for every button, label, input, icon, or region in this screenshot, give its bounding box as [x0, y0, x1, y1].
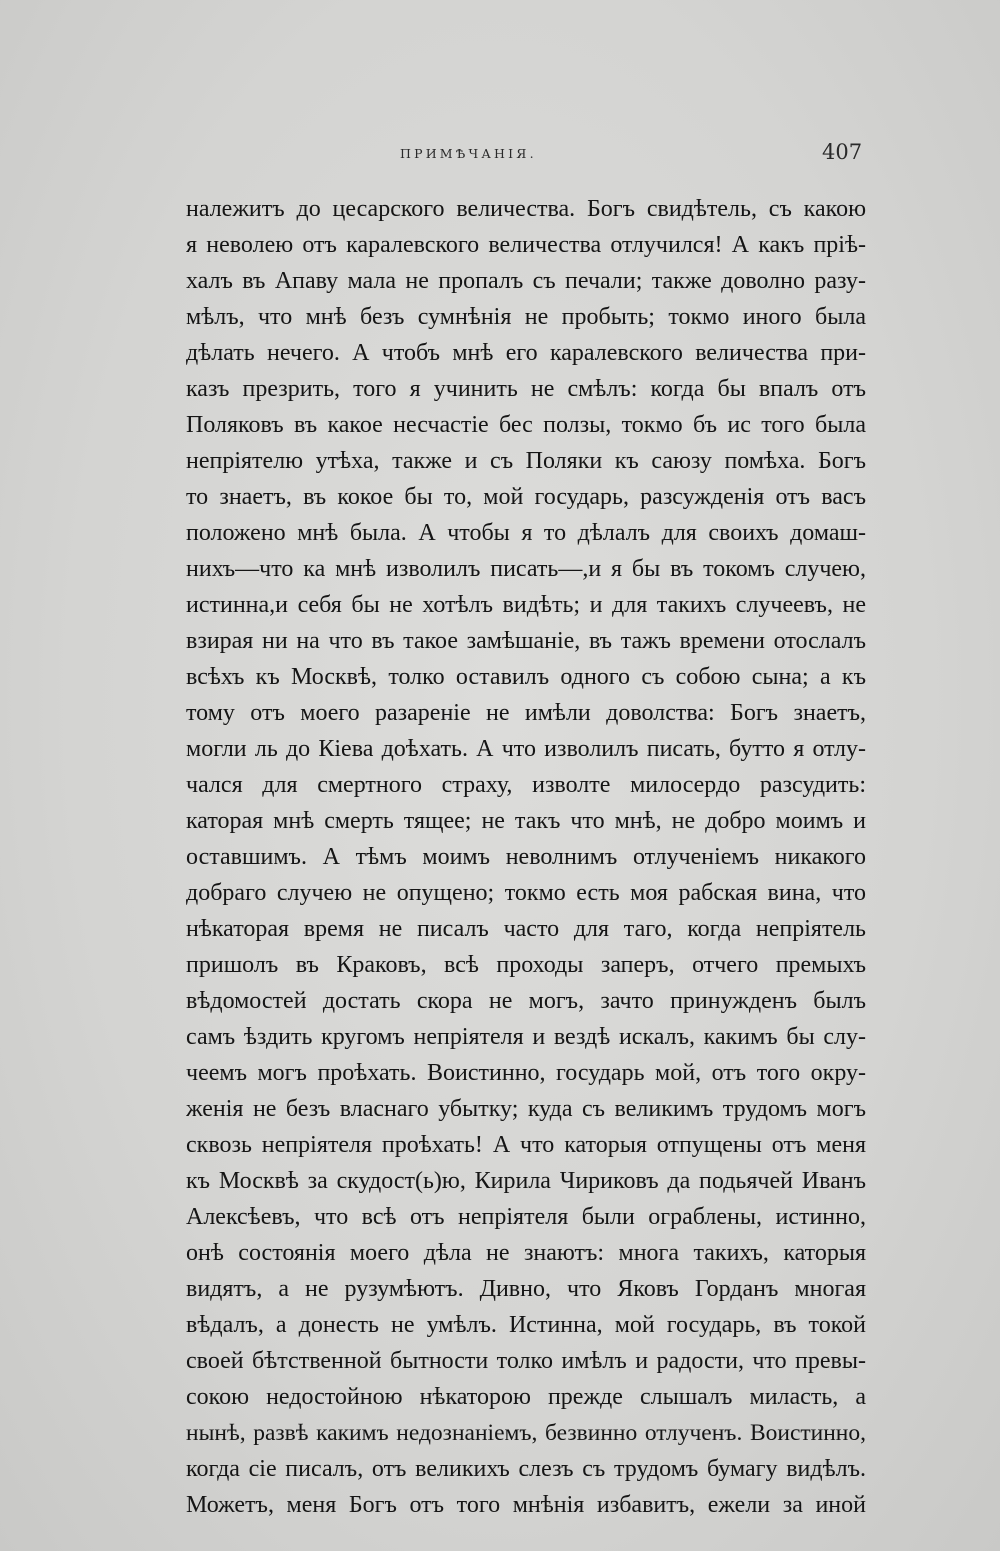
text-line: положено мнѣ была. А чтобы я то дѣлалъ для своихъ домаш- [186, 520, 866, 546]
text-line: онѣ состоянія моего дѣла не знаютъ: многа такихъ, каторыя [186, 1240, 866, 1266]
text-line: мѣлъ, что мнѣ безъ сумнѣнія не пробыть; токмо иного была [186, 304, 866, 330]
text-line: Алексѣевъ, что всѣ отъ непріятеля были ограблены, истинно, [186, 1204, 866, 1230]
text-line: истинна,и себя бы не хотѣлъ видѣть; и для такихъ случеевъ, не [186, 592, 866, 618]
text-line: Поляковъ въ какое несчастіе бес ползы, токмо бъ ис того была [186, 412, 866, 438]
text-line: всѣхъ къ Москвѣ, толко оставилъ одного съ собою сына; а къ [186, 664, 866, 690]
text-line: взирая ни на что въ такое замѣшаніе, въ тажъ времени отослалъ [186, 628, 866, 654]
text-line: женія не безъ власнаго убытку; куда съ великимъ трудомъ могъ [186, 1096, 866, 1122]
text-line: сквозь непріятеля проѣхать! А что каторыя отпущены отъ меня [186, 1132, 866, 1158]
text-line: то знаетъ, въ кокое бы то, мой государь, разсужденія отъ васъ [186, 484, 866, 510]
text-line: самъ ѣздить кругомъ непріятеля и вездѣ искалъ, какимъ бы слу- [186, 1024, 866, 1050]
text-line: вѣдалъ, а донесть не умѣлъ. Истинна, мой государь, въ токой [186, 1312, 866, 1338]
running-head [0, 140, 1000, 170]
text-line: належитъ до цесарского величества. Богъ свидѣтель, съ какою [186, 196, 866, 222]
text-line: непріятелю утѣха, также и съ Поляки къ саюзу помѣха. Богъ [186, 448, 866, 474]
text-line: халъ въ Апаву мала не пропалъ съ печали; также доволно разу- [186, 268, 866, 294]
text-line: казъ презрить, того я учинить не смѣлъ: когда бы впалъ отъ [186, 376, 866, 402]
text-line: нынѣ, развѣ какимъ недознаніемъ, безвинно отлученъ. Воистинно, [186, 1420, 866, 1446]
text-line: пришолъ въ Краковъ, всѣ проходы заперъ, отчего премыхъ [186, 952, 866, 978]
text-line: нихъ—что ка мнѣ изволилъ писать—,и я бы въ токомъ случею, [186, 556, 866, 582]
running-title: ПРИМѢЧАНІЯ. [400, 146, 537, 161]
text-line: добраго случею не опущено; токмо есть моя рабская вина, что [186, 880, 866, 906]
text-line: дѣлать нечего. А чтобъ мнѣ его каралевского величества при- [186, 340, 866, 366]
text-line: своей бѣтственной бытности толко имѣлъ и радости, что превы- [186, 1348, 866, 1374]
text-line: чеемъ могъ проѣхать. Воистинно, государь мой, отъ того окру- [186, 1060, 866, 1086]
body-text [186, 191, 866, 1523]
text-line: видятъ, а не рузумѣютъ. Дивно, что Яковъ Горданъ многая [186, 1276, 866, 1302]
text-line: тому отъ моего разареніе не имѣли доволства: Богъ знаетъ, [186, 700, 866, 726]
text-line: нѣкаторая время не писалъ часто для таго, когда непріятель [186, 916, 866, 942]
text-line: къ Москвѣ за скудост(ь)ю, Кирила Чириковъ да подьячей Иванъ [186, 1168, 866, 1194]
text-line: оставшимъ. А тѣмъ моимъ неволнимъ отлученіемъ никакого [186, 844, 866, 870]
text-line: вѣдомостей достать скора не могъ, зачто принужденъ былъ [186, 988, 866, 1014]
text-line: чался для смертного страху, изволте милосердо разсудить: [186, 772, 866, 798]
page-number: 407 [822, 140, 863, 164]
text-line: Можетъ, меня Богъ отъ того мнѣнія избавитъ, ежели за иной [186, 1492, 866, 1518]
text-line: сокою недостойною нѣкаторою прежде слышалъ миласть, а [186, 1384, 866, 1410]
text-line: я неволею отъ каралевского величества отлучился! А какъ пріѣ- [186, 232, 866, 258]
text-line: когда сіе писалъ, отъ великихъ слезъ съ трудомъ бумагу видѣлъ. [186, 1456, 866, 1482]
text-line: каторая мнѣ смерть тящее; не такъ что мнѣ, не добро моимъ и [186, 808, 866, 834]
text-line: могли ль до Кіева доѣхать. А что изволилъ писать, бутто я отлу- [186, 736, 866, 762]
